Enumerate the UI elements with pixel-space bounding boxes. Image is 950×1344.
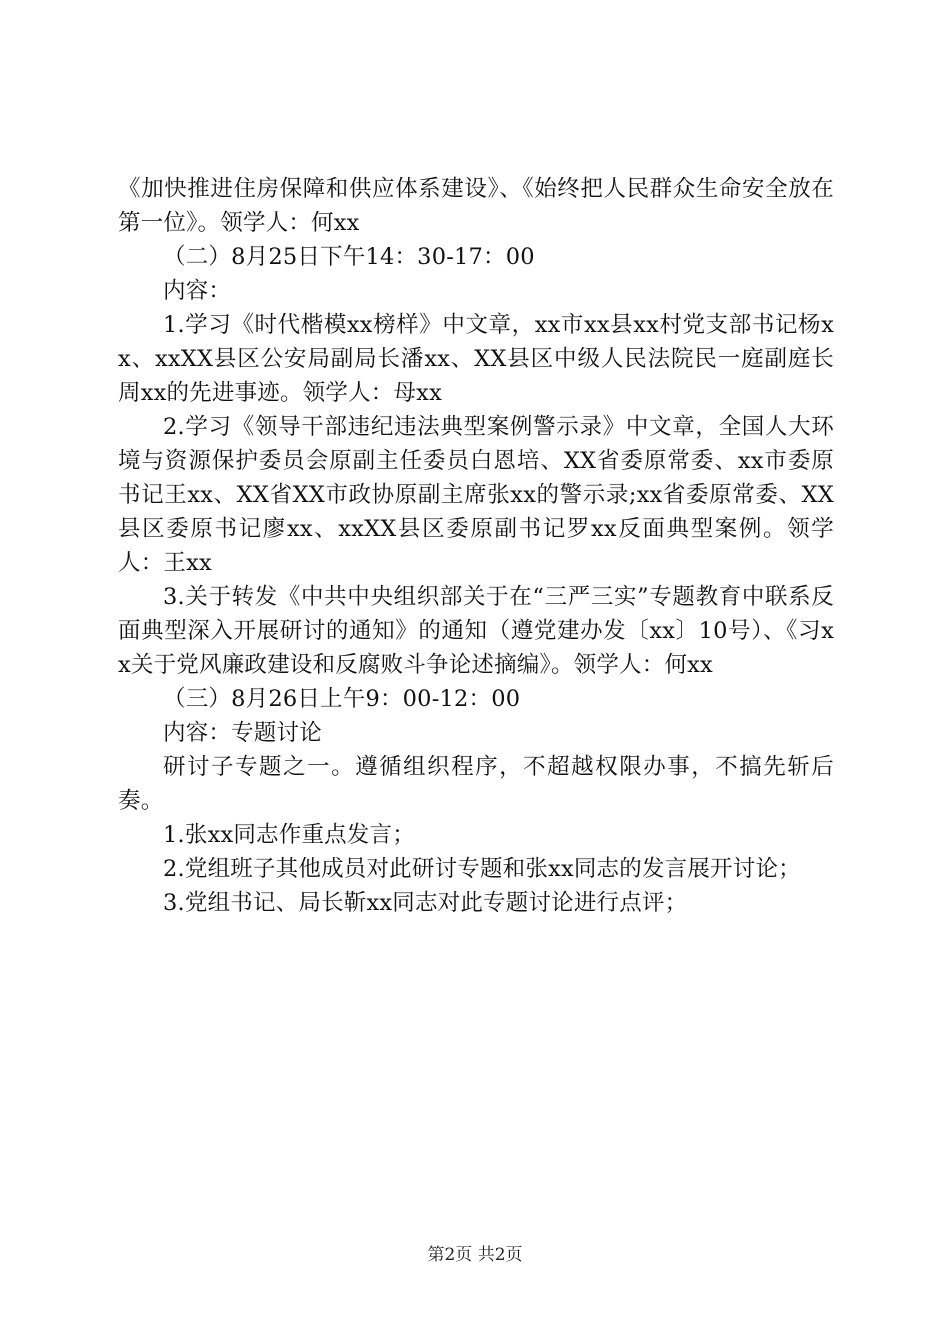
paragraph-9: 研讨子专题之一。遵循组织程序，不超越权限办事，不搞先斩后奏。 — [118, 754, 834, 814]
document-body — [118, 172, 834, 920]
paragraph-6: 3.关于转发《中共中央组织部关于在“三严三实”专题教育中联系反面典型深入开展研讨的通知》的通知（遵党建办发〔xx〕10号）、《习xx关于党风廉政建设和反腐败斗争论述摘编》。领学人：何xx — [118, 584, 834, 678]
paragraph-10: 1.张xx同志作重点发言； — [163, 822, 415, 848]
paragraph-11: 2.党组班子其他成员对此研讨专题和张xx同志的发言展开讨论； — [163, 856, 801, 882]
paragraph-1: 《加快推进住房保障和供应体系建设》、《始终把人民群众生命安全放在第一位》。领学人：何xx — [118, 176, 834, 236]
paragraph-2: （二）8月25日下午14：30-17：00 — [163, 244, 535, 270]
page-number-label: 第2页 共2页 — [427, 1245, 523, 1265]
paragraph-12: 3.党组书记、局长靳xx同志对此专题讨论进行点评； — [163, 890, 688, 916]
paragraph-5: 2.学习《领导干部违纪违法典型案例警示录》中文章，全国人大环境与资源保护委员会原副主任委员白恩培、XX省委原常委、xx市委原书记王xx、XX省XX市政协原副主席张xx的警示录;xx省委原常委、XX县区委原书记廖xx、xxXX县区委原副书记罗xx反面典型案例。领学人：王xx — [118, 414, 834, 576]
paragraph-7: （三）8月26日上午9：00-12：00 — [163, 686, 521, 712]
paragraph-4: 1.学习《时代楷模xx榜样》中文章，xx市xx县xx村党支部书记杨xx、xxXX县区公安局副局长潘xx、XX县区中级人民法院民一庭副庭长周xx的先进事迹。领学人：母xx — [118, 312, 834, 406]
paragraph-8: 内容：专题讨论 — [163, 720, 322, 746]
page-footer — [0, 1244, 950, 1266]
paragraph-3: 内容： — [163, 278, 232, 304]
